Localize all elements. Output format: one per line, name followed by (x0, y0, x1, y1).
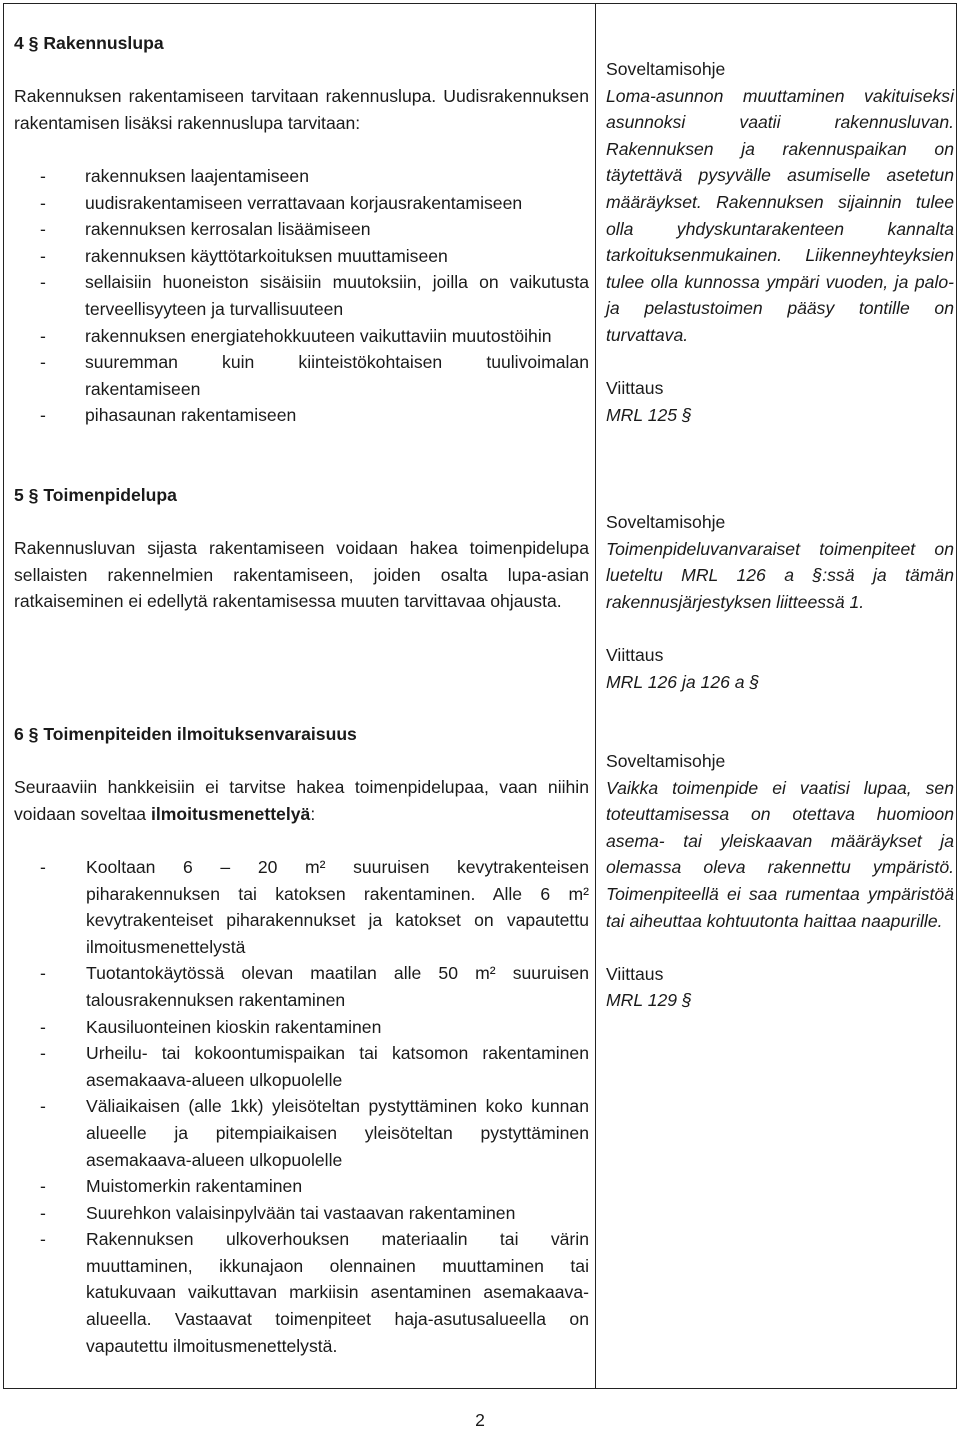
section-5-side (606, 509, 954, 695)
list-item: - suuremman kuin kiinteistökohtaisen tuulivoimalan rakentamiseen (14, 349, 589, 402)
page-number: 2 (475, 1410, 485, 1430)
section-5-main (14, 482, 589, 615)
note-text: Toimenpideluvanvaraiset toimenpiteet on lueteltu MRL 126 a §:ssä ja tämän rakennusjärjestyksen liitteessä 1. (606, 538, 954, 612)
section-4-main (14, 30, 589, 429)
list-item: - Suurehkon valaisinpylvään tai vastaavan rakentaminen (14, 1200, 589, 1227)
note-text: Loma-asunnon muuttaminen vakituiseksi asunnoksi vaatii rakennusluvan. Rakennuksen ja rakennuspaikan on täytettävä pysyvälle asumiselle asetetun määräykset. Rakennuksen sijainnin tulee olla yhdyskuntarakenteen kannalta tarkoituksenmukainen. Liikenneyhteyksien tulee olla kunnossa ympäri vuoden, ja palo- ja pelastustoimen pääsy tontille on turvattava. (606, 85, 954, 345)
list-item: - pihasaunan rakentamiseen (14, 402, 589, 429)
intro-end: : (310, 803, 316, 824)
column-divider (595, 3, 596, 1389)
list-item: - Väliaikaisen (alle 1kk) yleisöteltan pystyttäminen koko kunnan alueelle ja pitempiaikaisen yleisöteltan pystyttäminen asemakaava-alueen ulkopuolelle (14, 1093, 589, 1173)
section-heading: 4 § Rakennuslupa (14, 33, 164, 53)
intro-text: Seuraaviin hankkeisiin ei tarvitse hakea toimenpidelupaa, vaan niihin voidaan soveltaa (14, 777, 589, 824)
section-heading: 5 § Toimenpidelupa (14, 485, 177, 505)
notification-list (14, 854, 589, 1359)
list-item: - Kausiluonteinen kioskin rakentaminen (14, 1014, 589, 1041)
list-item: - sellaisiin huoneiston sisäisiin muutoksiin, joilla on vaikutusta terveellisyyteen ja turvallisuuteen (14, 269, 589, 322)
reference-text: MRL 126 ja 126 a § (606, 671, 760, 692)
note-title: Soveltamisohje (606, 59, 726, 79)
list-item: - rakennuksen energiatehokkuuteen vaikuttaviin muutostöihin (14, 323, 589, 350)
reference-text: MRL 129 § (606, 990, 692, 1011)
list-item: - uudisrakentamiseen verrattavaan korjausrakentamiseen (14, 190, 589, 217)
reference-title: Viittaus (606, 644, 664, 665)
reference-text: MRL 125 § (606, 404, 692, 425)
list-item: - rakennuksen laajentamiseen (14, 163, 589, 190)
section-intro: Rakennusluvan sijasta rakentamiseen voidaan hakea toimenpidelupa sellaisten rakennelmien rakentamiseen, joiden osalta lupa-asian ratkaiseminen ei edellytä rakentamisessa muuten tarvittavaa ohjausta. (14, 538, 589, 612)
list-item: - rakennuksen käyttötarkoituksen muuttamiseen (14, 243, 589, 270)
list-item: - Tuotantokäytössä olevan maatilan alle 50 m² suuruisen talousrakennuksen rakentaminen (14, 960, 589, 1013)
note-title: Soveltamisohje (606, 512, 726, 532)
section-6-side (606, 748, 954, 1014)
requirement-list (14, 163, 589, 429)
section-6-main (14, 721, 589, 1359)
note-text: Vaikka toimenpide ei vaatisi lupaa, sen toteuttamisessa on otettava huomioon asema- tai yleiskaavan määräykset ja olemassa oleva rakennettu ympäristö. Toimenpiteellä ei saa rumentaa ympäristöä tai aiheuttaa kohtuutonta haittaa naapurille. (606, 777, 954, 931)
list-item: - rakennuksen kerrosalan lisäämiseen (14, 216, 589, 243)
list-item: - Muistomerkin rakentaminen (14, 1173, 589, 1200)
section-intro (14, 774, 589, 827)
section-heading: 6 § Toimenpiteiden ilmoituksenvaraisuus (14, 724, 357, 744)
intro-emphasis: ilmoitusmenettelyä (150, 803, 311, 824)
list-item: - Rakennuksen ulkoverhouksen materiaalin tai värin muuttaminen, ikkunajaon olennainen muuttaminen tai katukuvaan vaikuttavan markiisin asentaminen asemakaava-alueella. Vastaavat toimenpiteet haja-asutusalueella on vapautettu ilmoitusmenettelystä. (14, 1226, 589, 1359)
reference-title: Viittaus (606, 963, 664, 984)
section-intro: Rakennuksen rakentamiseen tarvitaan rakennuslupa. Uudisrakennuksen rakentamisen lisäksi rakennuslupa tarvitaan: (14, 86, 589, 133)
list-item: - Kooltaan 6 – 20 m² suuruisen kevytrakenteisen piharakennuksen tai katoksen rakentaminen. Alle 6 m² kevytrakenteiset piharakennukset ja katokset on vapautettu ilmoitusmenettelystä (14, 854, 589, 960)
section-4-side (606, 56, 954, 428)
list-item: - Urheilu- tai kokoontumispaikan tai katsomon rakentaminen asemakaava-alueen ulkopuolelle (14, 1040, 589, 1093)
reference-title: Viittaus (606, 378, 664, 399)
note-title: Soveltamisohje (606, 751, 726, 771)
